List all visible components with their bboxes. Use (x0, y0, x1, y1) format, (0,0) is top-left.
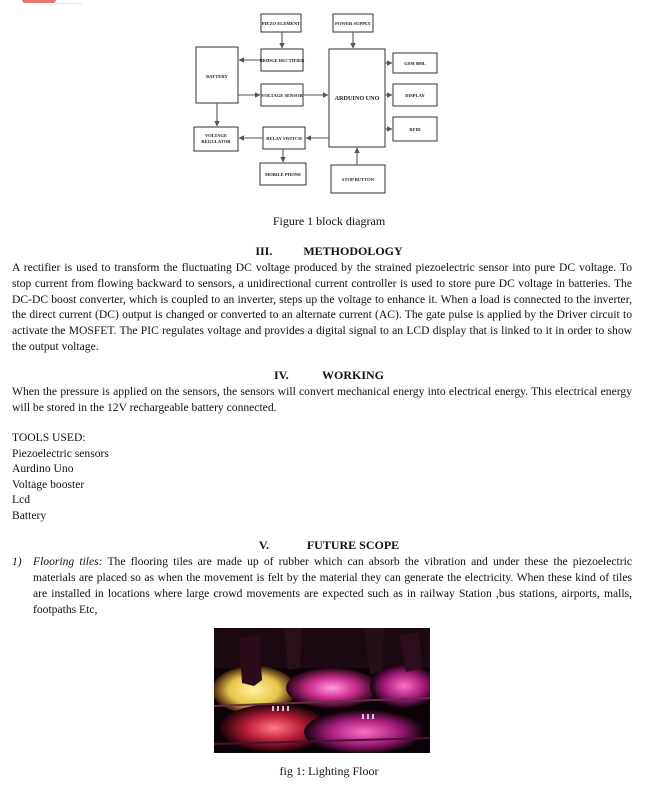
section-title: FUTURE SCOPE (306, 538, 400, 552)
section-number: III. (255, 244, 273, 258)
label-gsm: GSM 800L (404, 61, 426, 66)
tools-heading: TOOLS USED: (12, 431, 86, 444)
tools-list (12, 430, 109, 524)
section-heading-future-scope (0, 538, 658, 553)
label-bridge-rectifier: BRIDGE RECTIFIER (259, 58, 305, 63)
item-term: Flooring tiles: (33, 555, 103, 568)
label-piezo: PIEZO ELEMENT (261, 21, 301, 26)
methodology-paragraph: A rectifier is used to transform the fluctuating DC voltage produced by the strained piezoelectric sensor into pure DC voltage. To stop current from flowing backward to sensors, a unidirectional current controller is used to store pure DC voltage in batteries. The DC-DC boost converter, which is coupled to an inverter, steps up the voltage to enhance it. When a load is connected to the inverter, the direct current (DC) output is changed or converted to an alternate current (AC). The gate pulse is applied by the Driver circuit to activate the MOSFET. The PIC regulates voltage and provides a digital signal to an LCD display that is linked to it in order to show the output voltage. (12, 261, 632, 353)
label-mobile-phone: MOBILE PHONE (264, 172, 302, 177)
label-arduino: ARDUINO UNO (334, 95, 380, 102)
section-heading-working (0, 368, 658, 383)
label-regulator-line1: VOLTAGE (204, 133, 228, 138)
future-scope-item (12, 554, 632, 618)
label-stop-button: STOP BUTTON (341, 177, 375, 182)
section-number: V. (258, 538, 269, 552)
tool-item: Voltage booster (12, 477, 85, 491)
working-paragraph: When the pressure is applied on the sensors, the sensors will convert mechanical energy into electrical energy. This electrical energy will be stored in the 12V rechargeable battery connected. (12, 385, 632, 414)
section-title: WORKING (321, 368, 384, 382)
figure-caption: Figure 1 block diagram (272, 214, 386, 228)
tool-item: Piezoelectric sensors (12, 446, 109, 460)
block-diagram (0, 0, 658, 200)
section-number: IV. (273, 368, 289, 382)
tool-item: Aurdino Uno (12, 462, 74, 476)
tool-item: Lcd (12, 493, 31, 507)
label-rfid: RFID (409, 127, 421, 132)
label-power-supply: POWER SUPPLY (335, 21, 371, 26)
section-title: METHODOLOGY (303, 244, 403, 258)
label-regulator-line2: REGULATOR (201, 139, 231, 144)
label-voltage-sensor: VOLTAGE SENSOR (261, 93, 303, 98)
section-heading-methodology (0, 244, 658, 259)
label-relay-switch: RELAY SWITCH (266, 136, 302, 141)
item-text: The flooring tiles are made up of rubber which can absorb the vibration and under these the piezoelectric materials are placed so as when the movement is felt by the material they can generate the electricity. When these kind of tiles are installed in locations where large crowd movements are expected such as in railway Station ,bus stations, airports, malls, footpaths Etc, (33, 555, 632, 616)
list-index: 1) (12, 555, 22, 568)
lighting-floor-photo (214, 628, 430, 753)
tool-item: Battery (12, 508, 47, 522)
label-battery: BATTERY (206, 74, 228, 79)
photo-caption: fig 1: Lighting Floor (279, 764, 379, 778)
label-display: DISPLAY (405, 93, 425, 98)
